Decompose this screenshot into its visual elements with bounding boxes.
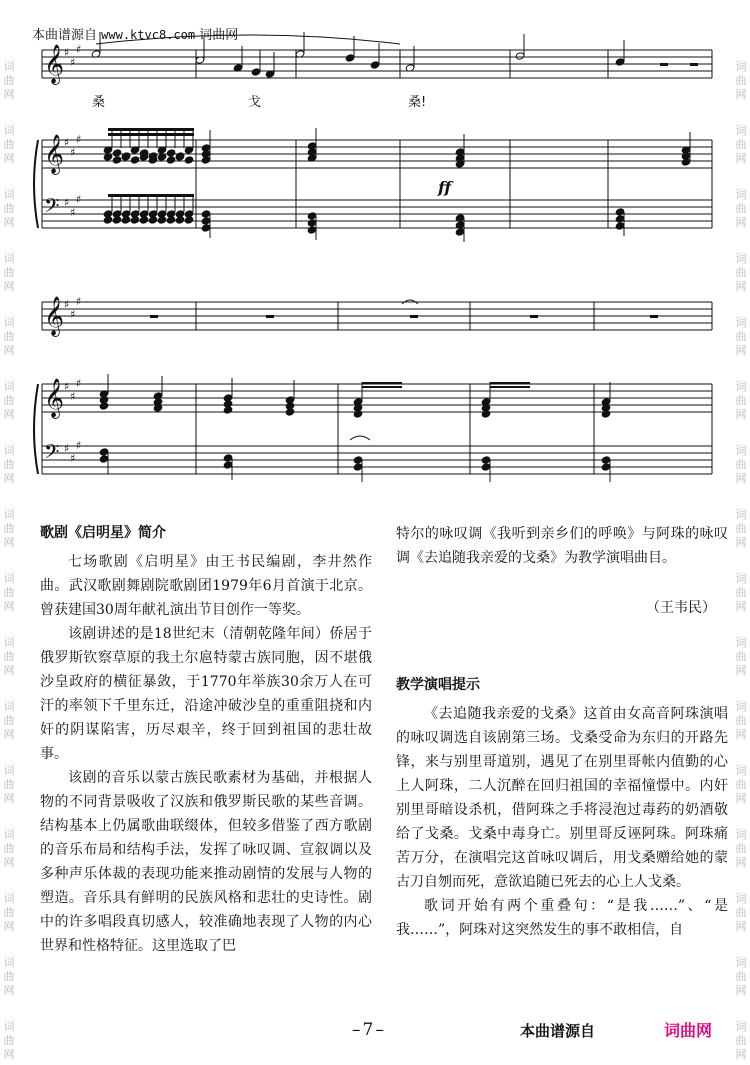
watermark-char: 曲 xyxy=(735,394,747,407)
watermark-char: 词 xyxy=(735,60,747,73)
note-head xyxy=(148,216,158,224)
watermark-char: 词 xyxy=(735,828,747,841)
tips-paragraph-1: 《去追随我亲爱的戈桑》这首由女高音阿珠演唱的咏叹调选自该剧第三场。戈桑受命为东归的开路先锋，来与别里哥道别，遇见了在别里哥帐内值勤的心上人阿珠，二人沉醉在回归祖国的幸福憧憬中。内奸别里哥暗设杀机，借阿珠之手将浸泡过毒药的奶酒敬给了戈桑。戈桑中毒身亡。别里哥反诬阿珠。阿珠痛苦万分，在演唱完这首咏叹调后，用戈桑赠给她的蒙古刀自刎而死，意欲追随已死去的心上人戈桑。 xyxy=(396,706,728,890)
watermark-char: 曲 xyxy=(735,522,747,535)
sharp-sign: ♯ xyxy=(76,295,82,308)
sharp-sign: ♯ xyxy=(70,390,76,403)
watermark-char: 词 xyxy=(735,1020,747,1033)
note-head xyxy=(130,216,140,224)
lyric-1: 桑 xyxy=(92,95,106,110)
watermark-char: 曲 xyxy=(3,1034,15,1047)
sharp-sign: ♯ xyxy=(76,133,82,146)
watermark-char: 网 xyxy=(3,216,15,229)
watermark-char: 曲 xyxy=(3,778,15,791)
watermark-char: 网 xyxy=(3,920,15,933)
watermark-char: 网 xyxy=(735,88,747,101)
watermark-char: 词 xyxy=(735,188,747,201)
watermark-char: 网 xyxy=(3,856,15,869)
article-right-column xyxy=(396,522,728,942)
piano-brace xyxy=(34,140,38,228)
watermark-char: 词 xyxy=(3,60,15,73)
whole-rest xyxy=(650,315,658,318)
sharp-sign: ♯ xyxy=(64,442,70,455)
music-score xyxy=(0,0,750,500)
note-head xyxy=(601,410,611,418)
watermark-char: 曲 xyxy=(3,906,15,919)
note-head xyxy=(285,408,295,416)
watermark-char: 网 xyxy=(3,600,15,613)
watermark-char: 网 xyxy=(735,472,747,485)
note-head xyxy=(601,456,611,464)
note-head xyxy=(601,463,611,471)
watermark-char: 网 xyxy=(735,408,747,421)
intro-paragraph-1: 七场歌剧《启明星》由王书民编剧，李井然作曲。武汉歌剧舞剧院歌剧团1979年6月首演于北京。曾获建国30周年献礼演出节目创作一等奖。 xyxy=(40,554,372,618)
watermark-char: 曲 xyxy=(3,522,15,535)
watermark-char: 网 xyxy=(3,728,15,741)
note-head xyxy=(175,216,185,224)
watermark-char: 曲 xyxy=(3,330,15,343)
intro-continued: 特尔的咏叹调《我听到亲乡们的呼唤》与阿珠的咏叹调《去追随我亲爱的戈桑》为教学演唱曲目。 xyxy=(396,526,728,566)
tremolo xyxy=(362,386,402,388)
watermark-char: 曲 xyxy=(735,714,747,727)
watermark-char: 词 xyxy=(735,380,747,393)
note-head xyxy=(112,149,122,157)
note-head xyxy=(201,217,211,225)
author-signature: （王韦民） xyxy=(646,600,716,616)
watermark-char: 网 xyxy=(735,792,747,805)
sharp-sign: ♯ xyxy=(76,193,82,206)
watermark-char: 网 xyxy=(3,536,15,549)
watermark-char: 曲 xyxy=(3,394,15,407)
watermark-char: 词 xyxy=(3,444,15,457)
note-head xyxy=(353,463,363,471)
watermark-char: 词 xyxy=(3,252,15,265)
watermark-char: 词 xyxy=(3,124,15,137)
note-head xyxy=(615,208,625,216)
sharp-sign: ♯ xyxy=(64,46,70,59)
watermark-char: 网 xyxy=(735,216,747,229)
note-head xyxy=(184,156,194,164)
note-head xyxy=(130,156,140,164)
note-head xyxy=(615,58,625,66)
note-head xyxy=(112,156,122,164)
note-head xyxy=(166,216,176,224)
watermark-char: 曲 xyxy=(735,330,747,343)
dynamic-marking: ff xyxy=(438,178,452,197)
watermark-char: 词 xyxy=(735,700,747,713)
sharp-sign: ♯ xyxy=(64,298,70,311)
watermark-char: 曲 xyxy=(3,458,15,471)
treble-clef: 𝄞 xyxy=(44,378,65,418)
note-head xyxy=(353,456,363,464)
watermark-char: 网 xyxy=(3,1048,15,1061)
watermark-char: 曲 xyxy=(3,266,15,279)
note-head xyxy=(121,216,131,224)
note-head xyxy=(201,224,211,232)
sharp-sign: ♯ xyxy=(70,452,76,465)
note-head xyxy=(223,406,233,414)
treble-clef: 𝄞 xyxy=(44,296,65,336)
watermark-char: 曲 xyxy=(3,138,15,151)
watermark-char: 曲 xyxy=(735,842,747,855)
note-head xyxy=(99,448,109,456)
watermark-char: 曲 xyxy=(3,714,15,727)
bass-clef: 𝄢 xyxy=(44,440,60,468)
watermark-char: 词 xyxy=(735,892,747,905)
whole-rest xyxy=(150,315,158,318)
watermark-char: 词 xyxy=(3,572,15,585)
watermark-char: 网 xyxy=(735,600,747,613)
sharp-sign: ♯ xyxy=(76,43,82,56)
note-head xyxy=(166,156,176,164)
note-head xyxy=(307,212,317,220)
watermark-char: 词 xyxy=(735,252,747,265)
watermark-char: 词 xyxy=(3,636,15,649)
intro-paragraph-3: 该剧的音乐以蒙古族民歌素材为基础，并根据人物的不同背景吸收了汉族和俄罗斯民歌的某些音调。结构基本上仍属歌曲联缀体，但较多借鉴了西方歌剧的音乐布局和结构手法，发挥了咏叹调、宣叙调以及多种声乐体裁的表现功能来推动剧情的发展与人物的塑造。音乐具有鲜明的民族风格和悲壮的史诗性。剧中的许多唱段真切感人，较准确地表现了人物的内心世界和性格特征。这里选取了巴 xyxy=(40,770,372,954)
watermark-char: 网 xyxy=(735,280,747,293)
watermark-char: 网 xyxy=(3,344,15,357)
sharp-sign: ♯ xyxy=(76,439,82,452)
piano-brace xyxy=(34,384,38,474)
treble-clef: 𝄞 xyxy=(44,134,65,174)
tremolo xyxy=(362,382,402,384)
watermark-char: 曲 xyxy=(735,74,747,87)
watermark-char: 曲 xyxy=(735,906,747,919)
note-head xyxy=(681,158,691,166)
note-head xyxy=(139,216,149,224)
watermark-char: 词 xyxy=(3,764,15,777)
watermark-char: 网 xyxy=(735,152,747,165)
lyric-2: 戈 xyxy=(248,95,262,110)
header-site-name: 词曲网 xyxy=(199,28,239,43)
watermark-char: 词 xyxy=(735,572,747,585)
watermark-char: 曲 xyxy=(735,202,747,215)
sharp-sign: ♯ xyxy=(70,206,76,219)
watermark-char: 曲 xyxy=(735,650,747,663)
watermark-char: 网 xyxy=(735,1048,747,1061)
watermark-char: 词 xyxy=(3,956,15,969)
watermark-char: 词 xyxy=(3,508,15,521)
watermark-char: 网 xyxy=(735,920,747,933)
watermark-char: 网 xyxy=(735,344,747,357)
note-head xyxy=(157,216,167,224)
footer-site-name: 词曲网 xyxy=(664,1021,713,1040)
watermark-char: 曲 xyxy=(735,586,747,599)
watermark-char: 网 xyxy=(3,408,15,421)
note-head xyxy=(481,456,491,464)
sharp-sign: ♯ xyxy=(64,136,70,149)
watermark-char: 曲 xyxy=(3,74,15,87)
note-head xyxy=(615,215,625,223)
watermark-char: 词 xyxy=(3,828,15,841)
beam xyxy=(108,128,194,131)
note-head xyxy=(223,461,233,469)
watermark-char: 曲 xyxy=(3,586,15,599)
watermark-char: 网 xyxy=(3,88,15,101)
watermark-char: 词 xyxy=(735,764,747,777)
watermark-char: 词 xyxy=(3,380,15,393)
footer-source-text: 本曲谱源自 xyxy=(520,1022,596,1040)
sharp-sign: ♯ xyxy=(70,56,76,69)
watermark-char: 曲 xyxy=(735,266,747,279)
note-head xyxy=(370,61,380,69)
bass-clef: 𝄢 xyxy=(44,194,60,222)
watermark-char: 曲 xyxy=(735,970,747,983)
whole-rest xyxy=(410,315,418,318)
note-head xyxy=(112,216,122,224)
watermark-char: 词 xyxy=(735,444,747,457)
watermark-char: 网 xyxy=(735,856,747,869)
note-head xyxy=(515,52,525,60)
note-head xyxy=(353,410,363,418)
watermark-char: 词 xyxy=(735,316,747,329)
note-head xyxy=(99,455,109,463)
watermark-char: 曲 xyxy=(735,1034,747,1047)
watermark-char: 网 xyxy=(735,536,747,549)
note-head xyxy=(455,228,465,236)
watermark-char: 网 xyxy=(3,280,15,293)
sharp-sign: ♯ xyxy=(70,308,76,321)
watermark-char: 网 xyxy=(3,664,15,677)
note-head xyxy=(166,149,176,157)
beam xyxy=(108,194,194,197)
watermark-char: 曲 xyxy=(3,650,15,663)
note-head xyxy=(99,402,109,410)
watermark-char: 网 xyxy=(3,152,15,165)
watermark-char: 词 xyxy=(735,124,747,137)
whole-rest xyxy=(530,315,538,318)
watermark-char: 网 xyxy=(735,728,747,741)
watermark-char: 曲 xyxy=(735,778,747,791)
watermark-char: 词 xyxy=(3,316,15,329)
sharp-sign: ♯ xyxy=(64,380,70,393)
note-head xyxy=(223,454,233,462)
watermark-char: 网 xyxy=(735,984,747,997)
watermark-char: 词 xyxy=(3,188,15,201)
tremolo xyxy=(490,386,530,388)
tips-paragraph-2: 歌词开始有两个重叠句：“是我……”、“是我……”，阿珠对这突然发生的事不敢相信，自 xyxy=(396,898,728,938)
note-head xyxy=(307,226,317,234)
watermark-char: 词 xyxy=(3,1020,15,1033)
whole-rest xyxy=(690,63,698,66)
tremolo xyxy=(490,382,530,384)
lyric-3: 桑! xyxy=(408,95,427,110)
note-head xyxy=(184,216,194,224)
fermata xyxy=(350,436,370,440)
watermark-char: 曲 xyxy=(3,970,15,983)
watermark-char: 曲 xyxy=(3,202,15,215)
watermark-char: 网 xyxy=(3,472,15,485)
watermark-char: 曲 xyxy=(735,138,747,151)
watermark-char: 网 xyxy=(735,664,747,677)
beam xyxy=(108,133,194,136)
sharp-sign: ♯ xyxy=(64,196,70,209)
watermark-char: 词 xyxy=(735,508,747,521)
section-title-intro: 歌剧《启明星》简介 xyxy=(40,525,166,541)
watermark-char: 词 xyxy=(3,892,15,905)
sharp-sign: ♯ xyxy=(76,377,82,390)
whole-rest xyxy=(660,63,668,66)
note-head xyxy=(481,410,491,418)
note-head xyxy=(251,68,261,76)
sharp-sign: ♯ xyxy=(70,146,76,159)
watermark-char: 网 xyxy=(3,984,15,997)
note-head xyxy=(201,156,211,164)
treble-clef: 𝄞 xyxy=(44,44,65,84)
watermark-char: 曲 xyxy=(735,458,747,471)
note-head xyxy=(103,216,113,224)
watermark-char: 网 xyxy=(3,792,15,805)
watermark-char: 词 xyxy=(735,956,747,969)
intro-paragraph-2: 该剧讲述的是18世纪末（清朝乾隆年间）侨居于俄罗斯钦察草原的我土尔扈特蒙古族同胞，因不堪俄沙皇政府的横征暴敛，于1770年举族30余万人在可汗的率领下千里东迁，沿途冲破沙皇的重重阻挠和内奸的阴谋陷害，历尽艰辛，终于回到祖国的悲壮故事。 xyxy=(40,626,372,762)
header-source-text: 本曲谱源自 xyxy=(32,28,98,43)
whole-rest xyxy=(266,315,274,318)
watermark-char: 词 xyxy=(3,700,15,713)
note-head xyxy=(201,210,211,218)
page-number: –7– xyxy=(352,1020,386,1040)
section-title-tips: 教学演唱提示 xyxy=(396,677,480,693)
article-left-column xyxy=(40,522,372,958)
note-head xyxy=(307,219,317,227)
watermark-char: 曲 xyxy=(3,842,15,855)
note-head xyxy=(615,222,625,230)
note-head xyxy=(345,54,355,62)
header-url: www.ktvc8.com xyxy=(101,28,196,42)
watermark-char: 词 xyxy=(735,636,747,649)
note-head xyxy=(481,463,491,471)
